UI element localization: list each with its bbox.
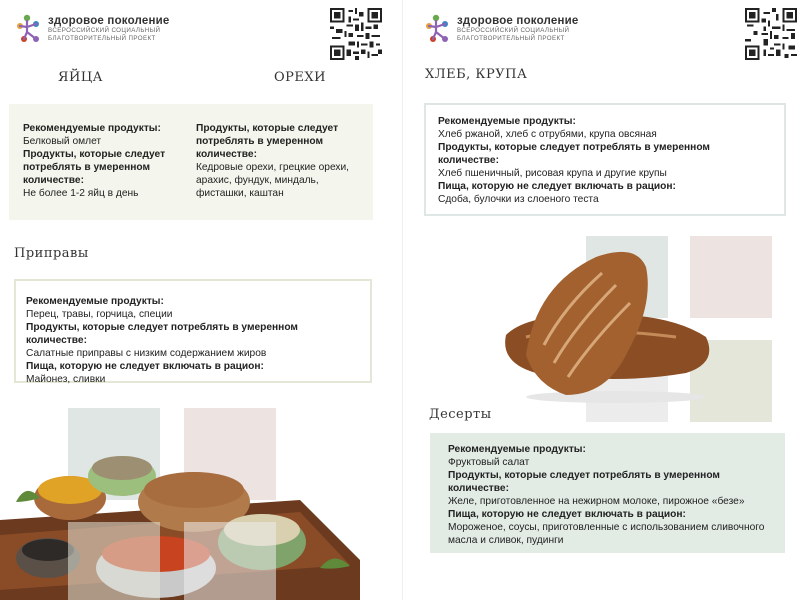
- spices-recommended-text: Перец, травы, горчица, специи: [26, 309, 173, 320]
- bread-recommended-label: Рекомендуемые продукты:: [438, 116, 576, 127]
- eggs-moderate-text: Не более 1-2 яйц в день: [23, 188, 139, 199]
- logo-figure-icon: [425, 12, 451, 46]
- brand-subtitle-line2: БЛАГОТВОРИТЕЛЬНЫЙ ПРОЕКТ: [457, 35, 565, 42]
- desserts-info-box: [430, 433, 785, 553]
- desserts-recommended-text: Фруктовый салат: [448, 457, 530, 468]
- decor-square-grey: [184, 522, 276, 600]
- brand-name: здоровое поколение: [457, 15, 579, 27]
- bread-loaves-illustration: [496, 245, 716, 405]
- qr-code-icon: [330, 8, 382, 60]
- bread-excluded-text: Сдоба, булочки из слоеного теста: [438, 194, 599, 205]
- brand-subtitle-line1: ВСЕРОССИЙСКИЙ СОЦИАЛЬНЫЙ: [457, 27, 570, 34]
- spices-bowls-illustration: [0, 440, 360, 600]
- desserts-moderate-text: Желе, приготовленное на нежирном молоке, пирожное «безе»: [448, 496, 745, 507]
- qr-code-icon: [745, 8, 797, 60]
- eggs-nuts-info-box: [9, 104, 373, 220]
- spices-excluded-text: Майонез, сливки: [26, 374, 106, 385]
- brand-subtitle-line1: ВСЕРОССИЙСКИЙ СОЦИАЛЬНЫЙ: [48, 27, 161, 34]
- bread-info-box: [424, 103, 786, 216]
- decor-square-olive: [68, 522, 160, 600]
- desserts-recommended-label: Рекомендуемые продукты:: [448, 444, 586, 455]
- nuts-column: [196, 122, 359, 210]
- desserts-excluded-label: Пища, которую не следует включать в рацион:: [448, 509, 686, 520]
- bread-moderate-text: Хлеб пшеничный, рисовая крупа и другие крупы: [438, 168, 667, 179]
- eggs-recommended-text: Белковый омлет: [23, 136, 102, 147]
- eggs-column: [23, 122, 186, 210]
- brand-logo: [16, 12, 170, 52]
- bread-excluded-label: Пища, которую не следует включать в рацион:: [438, 181, 676, 192]
- desserts-moderate-label: Продукты, которые следует потреблять в умеренном количестве:: [448, 470, 720, 494]
- bread-heading: ХЛЕБ, КРУПА: [425, 67, 528, 82]
- spices-recommended-label: Рекомендуемые продукты:: [26, 296, 164, 307]
- desserts-heading: Десерты: [429, 407, 492, 422]
- bread-recommended-text: Хлеб ржаной, хлеб с отрубями, крупа овсяная: [438, 129, 657, 140]
- spices-moderate-label: Продукты, которые следует потреблять в умеренном количестве:: [26, 322, 298, 346]
- eggs-moderate-label: Продукты, которые следует потреблять в умеренном количестве:: [23, 149, 166, 186]
- logo-figure-icon: [16, 12, 42, 46]
- nuts-moderate-label: Продукты, которые следует потреблять в умеренном количестве:: [196, 123, 339, 160]
- brand-name: здоровое поколение: [48, 15, 170, 27]
- spices-moderate-text: Салатные приправы с низким содержанием жиров: [26, 348, 267, 359]
- nuts-heading: ОРЕХИ: [274, 70, 326, 85]
- spices-excluded-label: Пища, которую не следует включать в рацион:: [26, 361, 264, 372]
- eggs-heading: ЯЙЦА: [58, 70, 104, 85]
- eggs-recommended-label: Рекомендуемые продукты:: [23, 123, 161, 134]
- desserts-excluded-text: Мороженое, соусы, приготовленные с использованием сливочного масла и сливок, пудинги: [448, 522, 765, 546]
- brand-logo-right: [425, 12, 579, 52]
- bread-moderate-label: Продукты, которые следует потреблять в умеренном количестве:: [438, 142, 710, 166]
- nuts-moderate-text: Кедровые орехи, грецкие орехи, арахис, фундук, миндаль, фисташки, каштан: [196, 162, 350, 199]
- spices-info-box: [14, 279, 372, 383]
- brand-subtitle-line2: БЛАГОТВОРИТЕЛЬНЫЙ ПРОЕКТ: [48, 35, 156, 42]
- spices-heading: Приправы: [14, 246, 89, 261]
